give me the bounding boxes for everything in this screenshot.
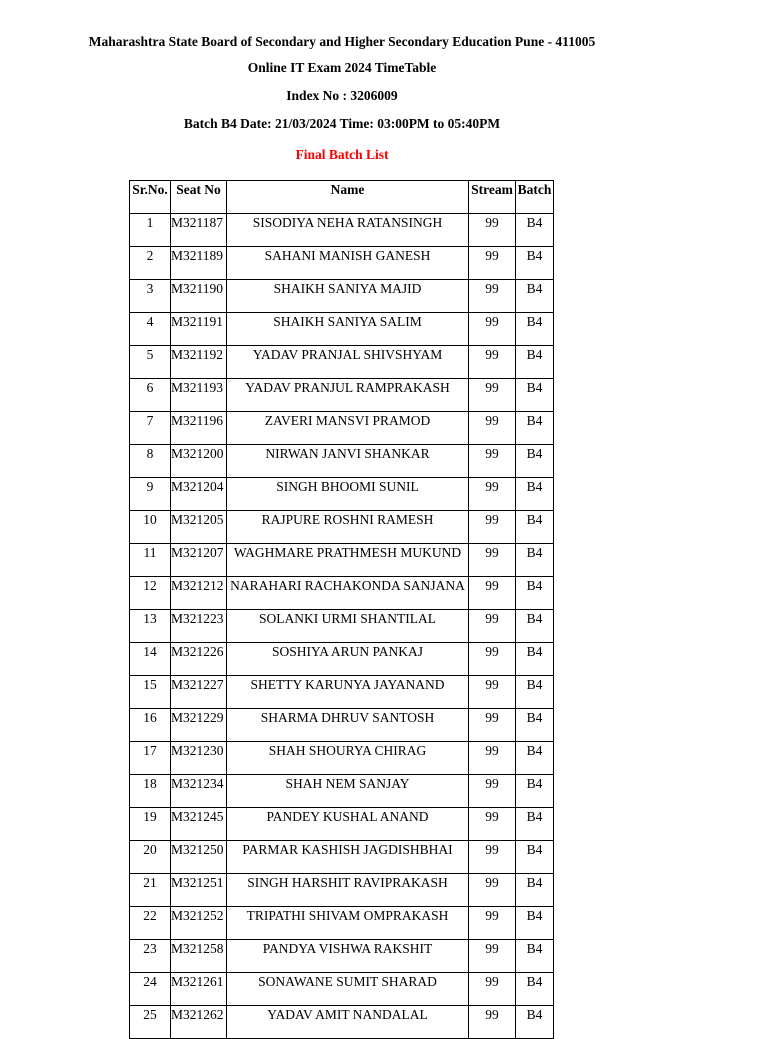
cell-stream: 99 — [469, 577, 516, 610]
cell-name: SINGH HARSHIT RAVIPRAKASH — [227, 874, 469, 907]
cell-name: RAJPURE ROSHNI RAMESH — [227, 511, 469, 544]
cell-name: SINGH BHOOMI SUNIL — [227, 478, 469, 511]
cell-stream: 99 — [469, 874, 516, 907]
cell-sr-no: 10 — [130, 511, 171, 544]
table-row — [130, 676, 554, 709]
cell-name: SHAH NEM SANJAY — [227, 775, 469, 808]
cell-batch: B4 — [516, 610, 554, 643]
cell-sr-no: 23 — [130, 940, 171, 973]
cell-name: PANDEY KUSHAL ANAND — [227, 808, 469, 841]
cell-stream: 99 — [469, 379, 516, 412]
table-row — [130, 643, 554, 676]
cell-sr-no: 25 — [130, 1006, 171, 1039]
cell-name: NIRWAN JANVI SHANKAR — [227, 445, 469, 478]
cell-sr-no: 19 — [130, 808, 171, 841]
table-row — [130, 214, 554, 247]
cell-batch: B4 — [516, 511, 554, 544]
cell-sr-no: 15 — [130, 676, 171, 709]
cell-sr-no: 1 — [130, 214, 171, 247]
cell-name: PARMAR KASHISH JAGDISHBHAI — [227, 841, 469, 874]
cell-sr-no: 14 — [130, 643, 171, 676]
batch-schedule: Batch B4 Date: 21/03/2024 Time: 03:00PM to 05:40PM — [183, 116, 501, 131]
table-row — [130, 709, 554, 742]
cell-batch: B4 — [516, 313, 554, 346]
cell-seat-no: M321204 — [171, 478, 227, 511]
cell-name: SHARMA DHRUV SANTOSH — [227, 709, 469, 742]
cell-batch: B4 — [516, 478, 554, 511]
table-row — [130, 973, 554, 1006]
cell-seat-no: M321212 — [171, 577, 227, 610]
cell-stream: 99 — [469, 841, 516, 874]
cell-sr-no: 21 — [130, 874, 171, 907]
cell-name: SHAIKH SANIYA SALIM — [227, 313, 469, 346]
cell-name: SISODIYA NEHA RATANSINGH — [227, 214, 469, 247]
cell-batch: B4 — [516, 808, 554, 841]
cell-stream: 99 — [469, 610, 516, 643]
table-row — [130, 1006, 554, 1039]
cell-sr-no: 24 — [130, 973, 171, 1006]
cell-stream: 99 — [469, 445, 516, 478]
cell-seat-no: M321250 — [171, 841, 227, 874]
cell-stream: 99 — [469, 247, 516, 280]
cell-sr-no: 22 — [130, 907, 171, 940]
index-number: Index No : 3206009 — [286, 88, 398, 103]
cell-seat-no: M321245 — [171, 808, 227, 841]
cell-seat-no: M321258 — [171, 940, 227, 973]
cell-name: SHAH SHOURYA CHIRAG — [227, 742, 469, 775]
cell-name: ZAVERI MANSVI PRAMOD — [227, 412, 469, 445]
table-row — [130, 247, 554, 280]
table-row — [130, 346, 554, 379]
cell-batch: B4 — [516, 709, 554, 742]
cell-name: NARAHARI RACHAKONDA SANJANA — [227, 577, 469, 610]
cell-sr-no: 12 — [130, 577, 171, 610]
cell-batch: B4 — [516, 973, 554, 1006]
table-row — [130, 379, 554, 412]
cell-sr-no: 9 — [130, 478, 171, 511]
cell-seat-no: M321196 — [171, 412, 227, 445]
cell-stream: 99 — [469, 775, 516, 808]
table-row — [130, 610, 554, 643]
cell-sr-no: 11 — [130, 544, 171, 577]
cell-batch: B4 — [516, 874, 554, 907]
cell-stream: 99 — [469, 313, 516, 346]
cell-stream: 99 — [469, 280, 516, 313]
cell-batch: B4 — [516, 379, 554, 412]
table-row — [130, 445, 554, 478]
cell-batch: B4 — [516, 940, 554, 973]
cell-name: YADAV AMIT NANDALAL — [227, 1006, 469, 1039]
cell-seat-no: M321226 — [171, 643, 227, 676]
cell-batch: B4 — [516, 841, 554, 874]
cell-stream: 99 — [469, 742, 516, 775]
cell-seat-no: M321261 — [171, 973, 227, 1006]
cell-name: TRIPATHI SHIVAM OMPRAKASH — [227, 907, 469, 940]
table-header-row — [130, 181, 554, 214]
cell-sr-no: 17 — [130, 742, 171, 775]
cell-seat-no: M321205 — [171, 511, 227, 544]
column-header-seat-no: Seat No — [171, 181, 227, 214]
cell-seat-no: M321234 — [171, 775, 227, 808]
cell-sr-no: 3 — [130, 280, 171, 313]
cell-sr-no: 7 — [130, 412, 171, 445]
cell-batch: B4 — [516, 907, 554, 940]
table-row — [130, 874, 554, 907]
cell-batch: B4 — [516, 577, 554, 610]
cell-stream: 99 — [469, 544, 516, 577]
cell-name: YADAV PRANJAL SHIVSHYAM — [227, 346, 469, 379]
cell-stream: 99 — [469, 907, 516, 940]
final-batch-list-heading: Final Batch List — [295, 147, 389, 162]
cell-name: SAHANI MANISH GANESH — [227, 247, 469, 280]
cell-name: SONAWANE SUMIT SHARAD — [227, 973, 469, 1006]
cell-seat-no: M321189 — [171, 247, 227, 280]
cell-stream: 99 — [469, 709, 516, 742]
cell-seat-no: M321191 — [171, 313, 227, 346]
table-row — [130, 841, 554, 874]
cell-sr-no: 6 — [130, 379, 171, 412]
cell-name: PANDYA VISHWA RAKSHIT — [227, 940, 469, 973]
cell-seat-no: M321230 — [171, 742, 227, 775]
batch-table — [129, 180, 554, 1039]
cell-seat-no: M321192 — [171, 346, 227, 379]
cell-batch: B4 — [516, 1006, 554, 1039]
cell-batch: B4 — [516, 280, 554, 313]
cell-batch: B4 — [516, 775, 554, 808]
cell-stream: 99 — [469, 346, 516, 379]
cell-stream: 99 — [469, 676, 516, 709]
cell-seat-no: M321251 — [171, 874, 227, 907]
table-row — [130, 511, 554, 544]
cell-sr-no: 2 — [130, 247, 171, 280]
cell-stream: 99 — [469, 1006, 516, 1039]
cell-batch: B4 — [516, 346, 554, 379]
cell-batch: B4 — [516, 742, 554, 775]
table-row — [130, 412, 554, 445]
cell-seat-no: M321187 — [171, 214, 227, 247]
column-header-stream: Stream — [469, 181, 516, 214]
table-row — [130, 544, 554, 577]
cell-stream: 99 — [469, 478, 516, 511]
cell-seat-no: M321229 — [171, 709, 227, 742]
table-row — [130, 478, 554, 511]
table-row — [130, 775, 554, 808]
table-row — [130, 940, 554, 973]
cell-stream: 99 — [469, 214, 516, 247]
column-header-name: Name — [227, 181, 469, 214]
table-row — [130, 280, 554, 313]
cell-batch: B4 — [516, 412, 554, 445]
cell-name: SOSHIYA ARUN PANKAJ — [227, 643, 469, 676]
cell-batch: B4 — [516, 445, 554, 478]
exam-title: Online IT Exam 2024 TimeTable — [247, 60, 437, 75]
board-title: Maharashtra State Board of Secondary and Higher Secondary Education Pune - 411005 — [88, 34, 596, 49]
column-header-sr-no: Sr.No. — [130, 181, 171, 214]
column-header-batch: Batch — [516, 181, 554, 214]
cell-stream: 99 — [469, 643, 516, 676]
cell-batch: B4 — [516, 214, 554, 247]
cell-batch: B4 — [516, 247, 554, 280]
cell-sr-no: 20 — [130, 841, 171, 874]
table-row — [130, 313, 554, 346]
cell-batch: B4 — [516, 544, 554, 577]
cell-sr-no: 8 — [130, 445, 171, 478]
cell-seat-no: M321252 — [171, 907, 227, 940]
cell-stream: 99 — [469, 511, 516, 544]
cell-sr-no: 5 — [130, 346, 171, 379]
cell-seat-no: M321200 — [171, 445, 227, 478]
cell-name: SOLANKI URMI SHANTILAL — [227, 610, 469, 643]
cell-seat-no: M321207 — [171, 544, 227, 577]
cell-stream: 99 — [469, 940, 516, 973]
cell-seat-no: M321262 — [171, 1006, 227, 1039]
cell-name: SHETTY KARUNYA JAYANAND — [227, 676, 469, 709]
cell-seat-no: M321190 — [171, 280, 227, 313]
cell-stream: 99 — [469, 412, 516, 445]
cell-stream: 99 — [469, 808, 516, 841]
cell-sr-no: 18 — [130, 775, 171, 808]
table-row — [130, 907, 554, 940]
cell-seat-no: M321227 — [171, 676, 227, 709]
cell-stream: 99 — [469, 973, 516, 1006]
cell-sr-no: 16 — [130, 709, 171, 742]
cell-batch: B4 — [516, 676, 554, 709]
table-row — [130, 808, 554, 841]
cell-batch: B4 — [516, 643, 554, 676]
cell-seat-no: M321223 — [171, 610, 227, 643]
cell-sr-no: 4 — [130, 313, 171, 346]
cell-name: SHAIKH SANIYA MAJID — [227, 280, 469, 313]
table-row — [130, 742, 554, 775]
cell-sr-no: 13 — [130, 610, 171, 643]
cell-name: WAGHMARE PRATHMESH MUKUND — [227, 544, 469, 577]
table-row — [130, 577, 554, 610]
cell-seat-no: M321193 — [171, 379, 227, 412]
cell-name: YADAV PRANJUL RAMPRAKASH — [227, 379, 469, 412]
